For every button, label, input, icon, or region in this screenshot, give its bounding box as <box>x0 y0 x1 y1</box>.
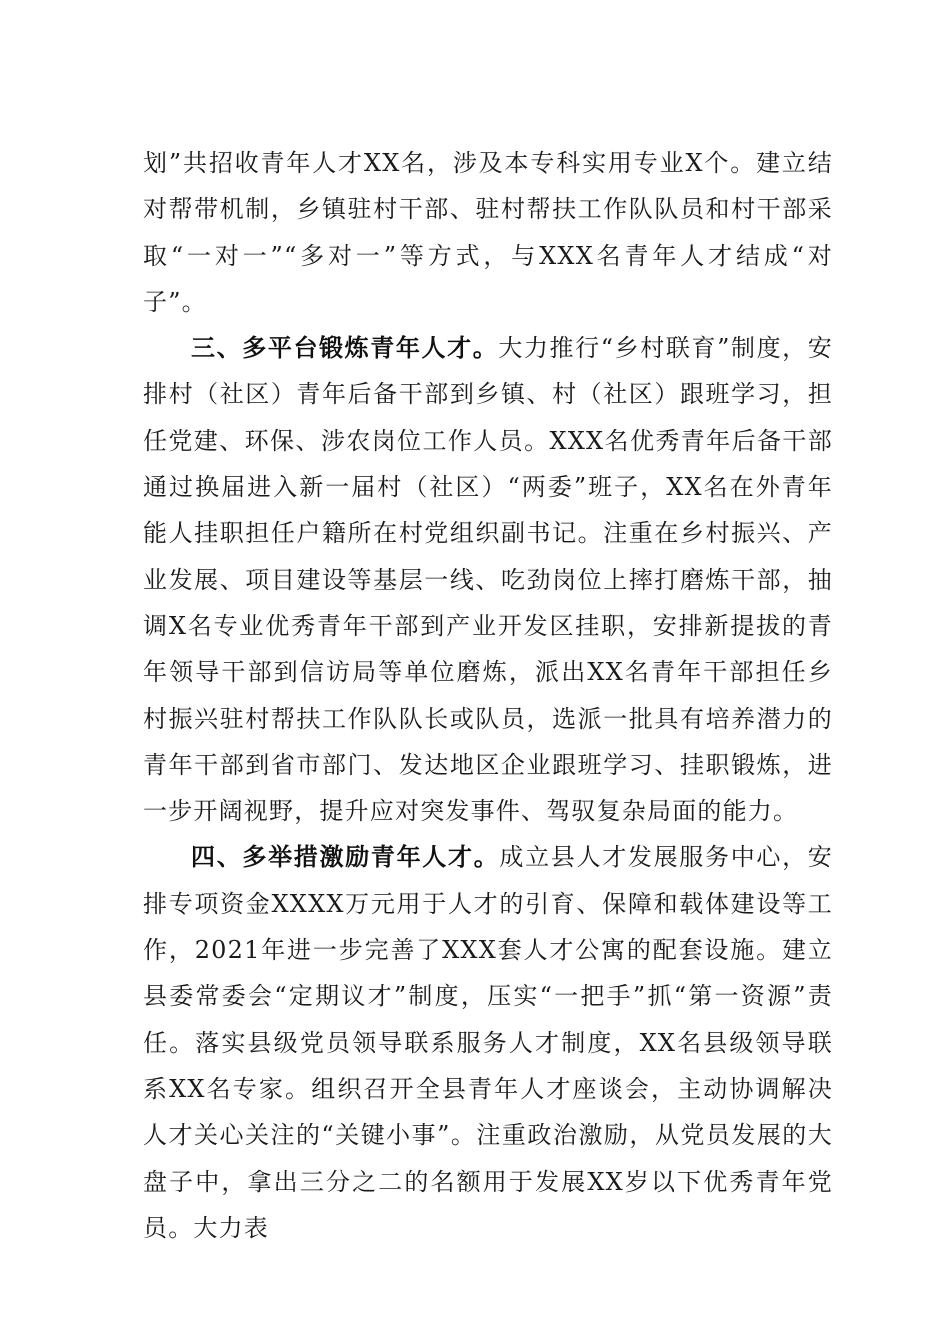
paragraph-section-four <box>143 834 833 1251</box>
document-body <box>143 140 833 1251</box>
paragraph-text: 大力推行“乡村联育”制度，安排村（社区）青年后备干部到乡镇、村（社区）跟班学习，担任党建、环保、涉农岗位工作人员。XXX名优秀青年后备干部通过换届进入新一届村（社区）“两委”班子，XX名在外青年能人挂职担任户籍所在村党组织副书记。注重在乡村振兴、产业发展、项目建设等基层一线、吃劲岗位上摔打磨炼干部，抽调X名专业优秀青年干部到产业开发区挂职，安排新提拔的青年领导干部到信访局等单位磨炼，派出XX名青年干部担任乡村振兴驻村帮扶工作队队长或队员，选派一批具有培养潜力的青年干部到省市部门、发达地区企业跟班学习、挂职锻炼，进一步开阔视野，提升应对突发事件、驾驭复杂局面的能力。 <box>143 334 833 826</box>
paragraph-text: 成立县人才发展服务中心，安排专项资金XXXX万元用于人才的引育、保障和载体建设等工作，2021年进一步完善了XXX套人才公寓的配套设施。建立县委常委会“定期议才”制度，压实“一把手”抓“第一资源”责任。落实县级党员领导联系服务人才制度，XX名县级领导联系XX名专家。组织召开全县青年人才座谈会，主动协调解决人才关心关注的“关键小事”。注重政治激励，从党员发展的大盘子中，拿出三分之二的名额用于发展XX岁以下优秀青年党员。大力表 <box>143 843 833 1242</box>
section-heading: 三、多平台锻炼青年人才。 <box>191 334 499 363</box>
paragraph-text: 划”共招收青年人才XX名，涉及本专科实用专业X个。建立结对帮带机制，乡镇驻村干部、驻村帮扶工作队队员和村干部采取“一对一”“多对一”等方式，与XXX名青年人才结成“对子”。 <box>143 149 833 316</box>
paragraph-continuation <box>143 140 833 325</box>
section-heading: 四、多举措激励青年人才。 <box>191 843 500 872</box>
paragraph-section-three <box>143 325 833 834</box>
